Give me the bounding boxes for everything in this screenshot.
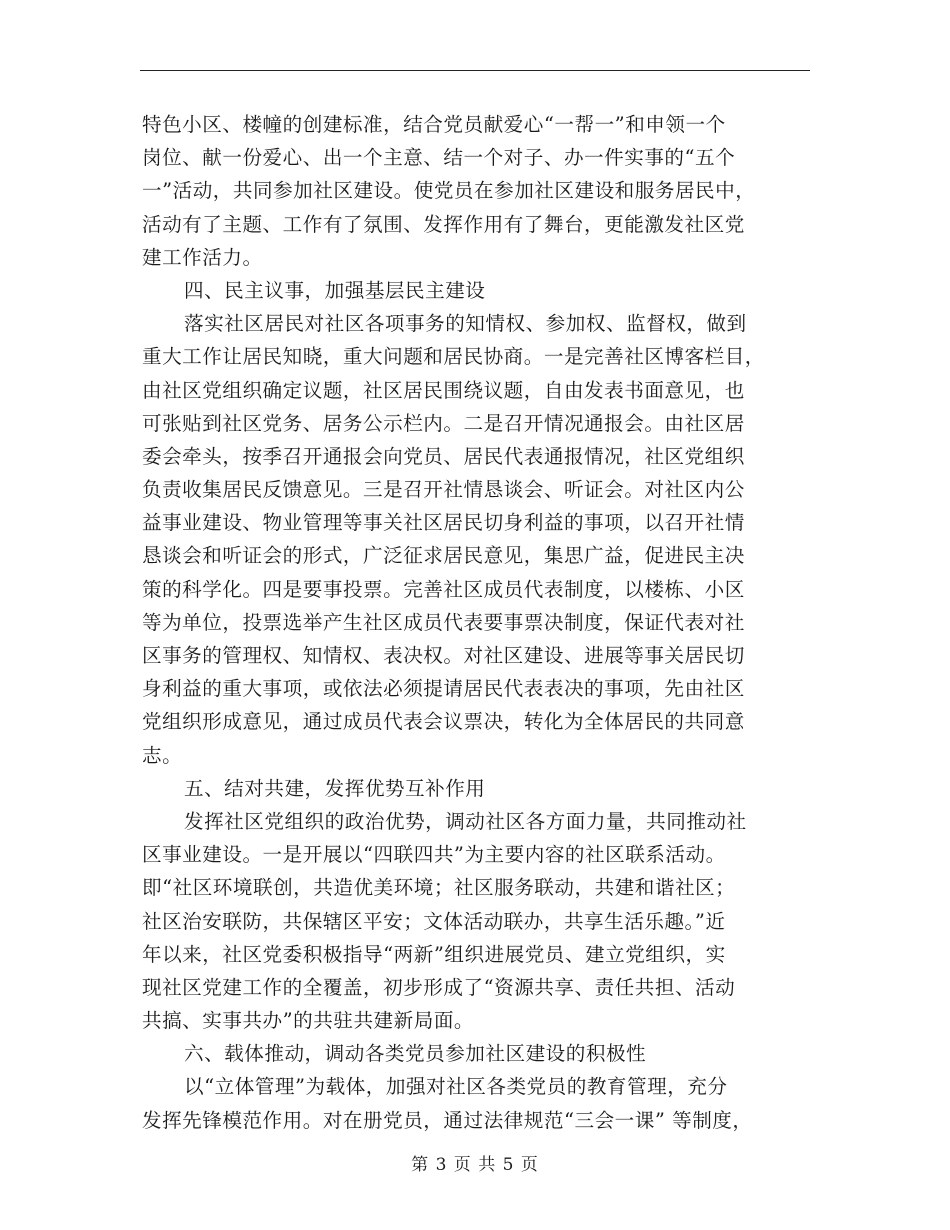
- text-line: 恳谈会和听证会的形式，广泛征求居民意见，集思广益，促进民主决: [142, 544, 745, 568]
- document-body: [142, 108, 812, 1137]
- header-rule: [140, 70, 810, 71]
- text-line: 一”活动，共同参加社区建设。使党员在参加社区建设和服务居民中，: [142, 179, 756, 203]
- text-line: 特色小区、楼幢的创建标准，结合党员献爱心“一帮一”和申领一个: [142, 113, 726, 136]
- text-line: 落实社区居民对社区各项事务的知情权、参加权、监督权，做到: [184, 312, 747, 336]
- text-line: 活动有了主题、工作有了氛围、发挥作用有了舞台，更能激发社区党: [142, 212, 745, 236]
- page-footer: 第 3 页 共 5 页: [411, 1155, 539, 1175]
- text-line: 策的科学化。四是要事投票。完善社区成员代表制度，以楼栋、小区: [142, 577, 745, 601]
- text-line: 建工作活力。: [142, 245, 263, 269]
- text-line: 年以来，社区党委积极指导“两新”组织进展党员、建立党组织，实: [142, 942, 726, 966]
- text-line: 重大工作让居民知晓，重大问题和居民协商。一是完善社区博客栏目，: [142, 345, 765, 369]
- text-line: 社区治安联防，共保辖区平安；文体活动联办，共享生活乐趣。”近: [142, 909, 726, 933]
- text-line: 可张贴到社区党务、居务公示栏内。二是召开情况通报会。由社区居: [142, 411, 745, 435]
- text-line: 区事务的管理权、知情权、表决权。对社区建设、进展等事关居民切: [142, 644, 745, 667]
- text-line: 岗位、献一份爱心、出一个主意、结一个对子、办一件实事的“五个: [142, 146, 736, 170]
- text-line: 以“立体管理”为载体，加强对社区各类党员的教育管理，充分: [184, 1075, 728, 1099]
- text-line: 负责收集居民反馈意见。三是召开社情恳谈会、听证会。对社区内公: [142, 478, 745, 502]
- text-line: 四、民主议事，加强基层民主建设: [184, 278, 486, 302]
- text-line: 现社区党建工作的全覆盖，初步形成了“资源共享、责任共担、活动: [142, 975, 736, 999]
- text-line: 委会牵头，按季召开通报会向党员、居民代表通报情况，社区党组织: [142, 444, 745, 468]
- text-line: 身利益的重大事项，或依法必须提请居民代表表决的事项，先由社区: [142, 677, 745, 701]
- text-line: 六、载体推动，调动各类党员参加社区建设的积极性: [184, 1042, 647, 1066]
- text-line: 即“社区环境联创，共造优美环境；社区服务联动，共建和谐社区；: [142, 876, 736, 900]
- text-line: 区事业建设。一是开展以“四联四共”为主要内容的社区联系活动。: [142, 843, 726, 867]
- text-line: 志。: [142, 743, 183, 767]
- text-line: 共搞、实事共办”的共驻共建新局面。: [142, 1009, 475, 1033]
- text-line: 由社区党组织确定议题，社区居民围绕议题，自由发表书面意见，也: [142, 378, 745, 402]
- text-line: 五、结对共建，发挥优势互补作用: [184, 776, 486, 800]
- text-line: 发挥先锋模范作用。对在册党员，通过法律规范“三会一课” 等制度，: [142, 1108, 753, 1132]
- text-line: 发挥社区党组织的政治优势，调动社区各方面力量，共同推动社: [184, 809, 747, 833]
- text-line: 党组织形成意见，通过成员代表会议票决，转化为全体居民的共同意: [142, 710, 745, 734]
- text-line: 益事业建设、物业管理等事关社区居民切身利益的事项，以召开社情: [142, 511, 745, 535]
- text-line: 等为单位，投票选举产生社区成员代表要事票决制度，保证代表对社: [142, 610, 745, 634]
